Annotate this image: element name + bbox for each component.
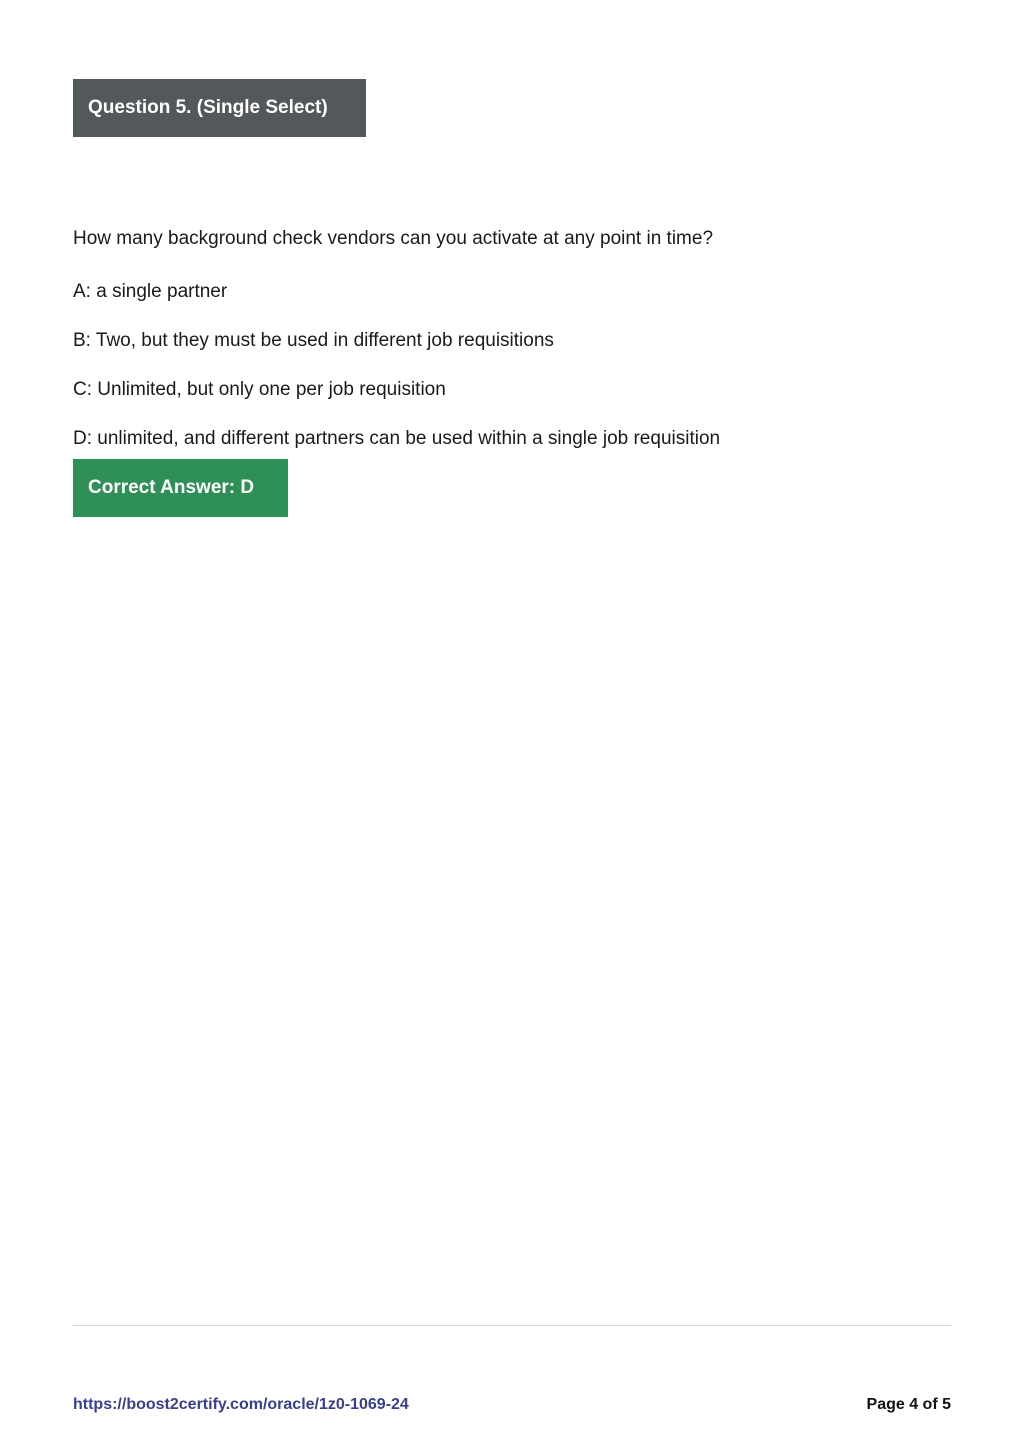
question-number-badge: Question 5. (Single Select) [73,79,366,137]
option-d: D: unlimited, and different partners can be used within a single job requisition [73,428,721,449]
correct-answer-badge: Correct Answer: D [73,459,288,517]
option-b: B: Two, but they must be used in different job requisitions [73,330,554,351]
option-c: C: Unlimited, but only one per job requisition [73,379,446,400]
footer-link[interactable]: https://boost2certify.com/oracle/1z0-1069-24 [73,1396,409,1413]
question-text: How many background check vendors can you activate at any point in time? [73,228,714,249]
page-number: Page 4 of 5 [866,1396,951,1413]
answer-options-list [73,279,720,475]
footer-divider [73,1325,951,1326]
option-a: A: a single partner [73,281,228,302]
